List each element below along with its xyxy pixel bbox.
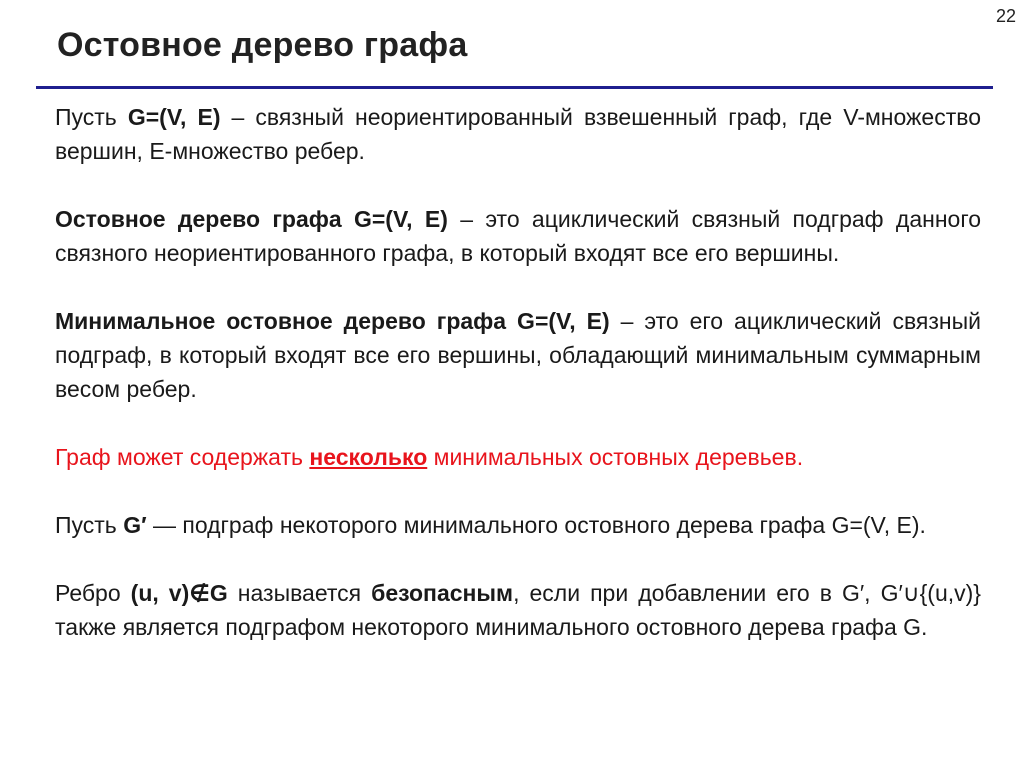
p5-bold-symbol: G′ bbox=[123, 512, 147, 538]
p1-text-2: – связный неориентированный взвешенный граф, где V-множество вершин, E-множество ребер. bbox=[55, 104, 981, 164]
p2-text-1: – это ациклический связный подграф данного связного неориентированного графа, в который входят все его вершины. bbox=[55, 206, 981, 266]
paragraph-safe-edge-definition bbox=[55, 576, 981, 644]
p6-text-1: Ребро bbox=[55, 580, 131, 606]
p1-bold-graph: G=(V, E) bbox=[127, 104, 221, 130]
slide-content bbox=[55, 100, 981, 644]
p6-text-3: , если при добавлении его в G′, G′∪{(u,v)} также является подграфом некоторого минимального остовного дерева графа G. bbox=[55, 580, 981, 640]
p6-bold-term: безопасным bbox=[371, 580, 514, 606]
paragraph-subgraph-definition bbox=[55, 508, 981, 542]
p5-text-1: Пусть bbox=[55, 512, 124, 538]
p5-text-2: — подграф некоторого минимального остовного дерева графа G=(V, E). bbox=[146, 512, 926, 538]
p4-text-2: минимальных остовных деревьев. bbox=[427, 444, 804, 470]
p4-emphasis: несколько bbox=[309, 444, 428, 470]
paragraph-multiple-mst-note bbox=[55, 440, 981, 474]
title-divider bbox=[36, 86, 993, 89]
paragraph-spanning-tree-definition bbox=[55, 202, 981, 270]
p6-text-2: называется bbox=[227, 580, 372, 606]
paragraph-mst-definition bbox=[55, 304, 981, 406]
p2-bold-term: Остовное дерево графа G=(V, E) bbox=[55, 206, 448, 232]
p4-text-1: Граф может содержать bbox=[55, 444, 310, 470]
p6-bold-edge: (u, v)∉G bbox=[130, 580, 228, 606]
p1-text-1: Пусть bbox=[55, 104, 128, 130]
p3-bold-term: Минимальное остовное дерево графа G=(V, E) bbox=[55, 308, 610, 334]
slide-title: Остовное дерево графа bbox=[57, 26, 468, 64]
paragraph-graph-definition bbox=[55, 100, 981, 168]
page-number: 22 bbox=[995, 6, 1016, 26]
p3-text-1: – это его ациклический связный подграф, в который входят все его вершины, обладающий минимальным суммарным весом ребер. bbox=[55, 308, 981, 402]
